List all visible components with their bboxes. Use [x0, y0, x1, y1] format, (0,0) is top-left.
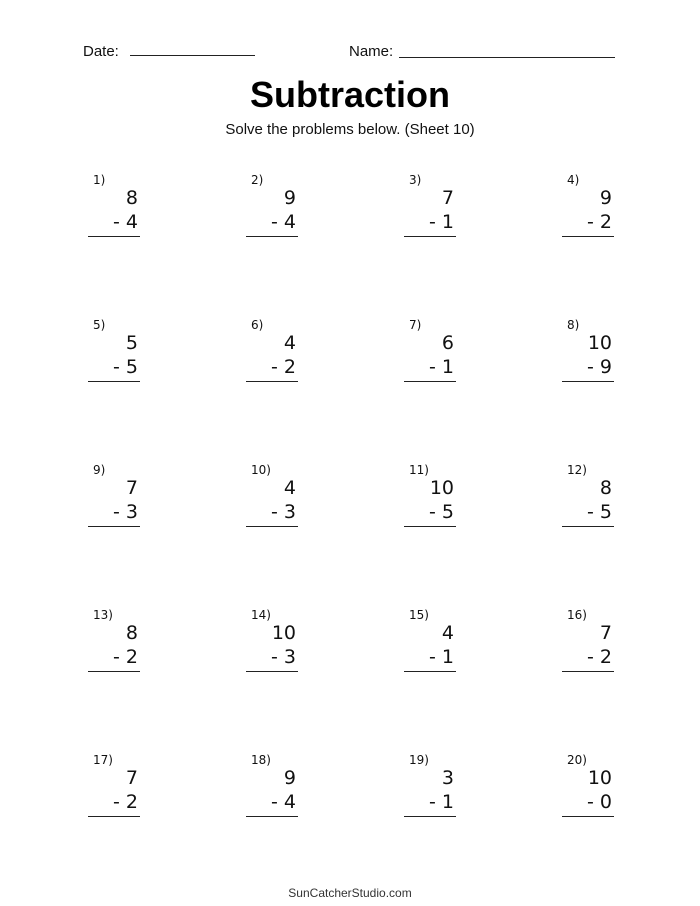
subtrahend: - 5	[113, 356, 138, 378]
problem-5	[88, 318, 140, 388]
answer-line[interactable]	[246, 236, 298, 237]
minuend: 7	[125, 477, 138, 499]
answer-line[interactable]	[404, 816, 456, 817]
answer-line[interactable]	[246, 526, 298, 527]
problem-number: 4)	[567, 173, 580, 187]
problem-number: 15)	[409, 608, 429, 622]
minuend: 8	[125, 187, 138, 209]
subtrahend: - 1	[429, 791, 454, 813]
problem-number: 18)	[251, 753, 271, 767]
problem-number: 16)	[567, 608, 587, 622]
subtrahend: - 2	[587, 211, 612, 233]
minuend: 7	[125, 767, 138, 789]
answer-line[interactable]	[404, 381, 456, 382]
subtrahend: - 2	[587, 646, 612, 668]
problem-19	[404, 753, 456, 823]
answer-line[interactable]	[562, 236, 614, 237]
answer-line[interactable]	[246, 381, 298, 382]
problem-number: 19)	[409, 753, 429, 767]
answer-line[interactable]	[562, 381, 614, 382]
answer-line[interactable]	[88, 526, 140, 527]
problem-7	[404, 318, 456, 388]
problem-20	[562, 753, 614, 823]
subtrahend: - 9	[587, 356, 612, 378]
problem-3	[404, 173, 456, 243]
subtrahend: - 1	[429, 646, 454, 668]
minuend: 7	[441, 187, 454, 209]
date-label: Date:	[83, 43, 119, 60]
minuend: 9	[283, 187, 296, 209]
answer-line[interactable]	[246, 816, 298, 817]
problem-number: 6)	[251, 318, 264, 332]
problem-12	[562, 463, 614, 533]
instructions: Solve the problems below. (Sheet 10)	[225, 121, 475, 138]
subtrahend: - 4	[271, 791, 296, 813]
subtrahend: - 2	[113, 791, 138, 813]
minuend: 9	[599, 187, 612, 209]
problem-number: 3)	[409, 173, 422, 187]
problem-4	[562, 173, 614, 243]
page-title: Subtraction	[249, 74, 450, 115]
minuend: 4	[283, 477, 296, 499]
problem-number: 8)	[567, 318, 580, 332]
minuend: 10	[429, 477, 454, 499]
subtrahend: - 1	[429, 356, 454, 378]
problem-number: 2)	[251, 173, 264, 187]
problem-number: 17)	[93, 753, 113, 767]
answer-line[interactable]	[88, 671, 140, 672]
problem-13	[88, 608, 140, 678]
answer-line[interactable]	[562, 816, 614, 817]
subtrahend: - 0	[587, 791, 612, 813]
problem-10	[246, 463, 298, 533]
minuend: 3	[441, 767, 454, 789]
answer-line[interactable]	[246, 671, 298, 672]
problem-number: 14)	[251, 608, 271, 622]
subtrahend: - 4	[271, 211, 296, 233]
problem-number: 7)	[409, 318, 422, 332]
problem-18	[246, 753, 298, 823]
subtrahend: - 5	[587, 501, 612, 523]
problem-number: 20)	[567, 753, 587, 767]
subtrahend: - 3	[271, 646, 296, 668]
minuend: 10	[587, 332, 612, 354]
subtrahend: - 2	[271, 356, 296, 378]
problem-number: 13)	[93, 608, 113, 622]
minuend: 9	[283, 767, 296, 789]
minuend: 8	[599, 477, 612, 499]
subtrahend: - 4	[113, 211, 138, 233]
answer-line[interactable]	[88, 816, 140, 817]
problem-number: 9)	[93, 463, 106, 477]
problem-number: 5)	[93, 318, 106, 332]
answer-line[interactable]	[562, 671, 614, 672]
problem-8	[562, 318, 614, 388]
minuend: 5	[125, 332, 138, 354]
minuend: 4	[283, 332, 296, 354]
minuend: 6	[441, 332, 454, 354]
minuend: 8	[125, 622, 138, 644]
answer-line[interactable]	[88, 381, 140, 382]
answer-line[interactable]	[404, 236, 456, 237]
problem-9	[88, 463, 140, 533]
date-field[interactable]	[130, 55, 255, 56]
problem-17	[88, 753, 140, 823]
problem-number: 12)	[567, 463, 587, 477]
footer-credit: SunCatcherStudio.com	[288, 886, 412, 900]
answer-line[interactable]	[404, 671, 456, 672]
problem-16	[562, 608, 614, 678]
problem-2	[246, 173, 298, 243]
subtrahend: - 2	[113, 646, 138, 668]
problem-number: 10)	[251, 463, 271, 477]
minuend: 4	[441, 622, 454, 644]
subtrahend: - 3	[113, 501, 138, 523]
minuend: 10	[587, 767, 612, 789]
problem-6	[246, 318, 298, 388]
minuend: 10	[271, 622, 296, 644]
answer-line[interactable]	[88, 236, 140, 237]
answer-line[interactable]	[562, 526, 614, 527]
subtrahend: - 3	[271, 501, 296, 523]
subtrahend: - 5	[429, 501, 454, 523]
answer-line[interactable]	[404, 526, 456, 527]
problem-number: 11)	[409, 463, 429, 477]
problem-11	[404, 463, 456, 533]
subtrahend: - 1	[429, 211, 454, 233]
name-label: Name:	[349, 43, 394, 60]
problem-1	[88, 173, 140, 243]
name-field[interactable]	[399, 57, 615, 58]
problem-15	[404, 608, 456, 678]
problem-number: 1)	[93, 173, 106, 187]
problem-14	[246, 608, 298, 678]
minuend: 7	[599, 622, 612, 644]
